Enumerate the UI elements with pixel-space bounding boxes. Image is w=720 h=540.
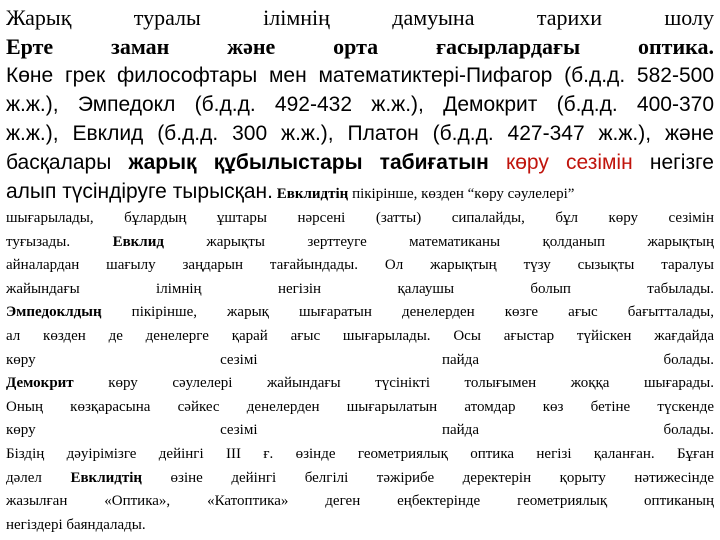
body-line-14: көру сезімі пайда болады. (6, 351, 714, 368)
body-line-12: Эмпедоклдың пікірінше, жарық шығаратын денелерден көзге ағыс бағытталады, (6, 304, 714, 321)
democritus-name: Демокрит (6, 375, 74, 392)
empedocles-name: Эмпедоклдың (6, 304, 102, 321)
intro-line-7: алып түсіндіруге тырысқан. Евклидтің пікірінше, көзден “көру сәулелері” (6, 180, 575, 203)
intro-line-5: ж.ж.), Евклид (б.д.д. 300 ж.ж.), Платон (б.д.д. 427-347 ж.ж.), және (6, 122, 714, 145)
heading-line-1: Жарық туралы ілімнің дамуына тарихи шолу (6, 5, 714, 30)
heading-line-2: Ерте заман және орта ғасырлардағы оптика. (6, 34, 714, 59)
body-line-10: айналардан шағылу заңдарын тағайындады. Ол жарықтың түзу сызықты таралуы (6, 257, 714, 274)
document-slide (6, 4, 714, 537)
body-line-21: негіздері баяндалады. (6, 516, 146, 533)
intro-emphasis: жарық құбылыстары табиғатын (128, 151, 489, 174)
body-line-17: көру сезімі пайда болады. (6, 422, 714, 439)
intro-line-6: басқалары жарық құбылыстары табиғатын көру сезімін негізге (6, 151, 714, 174)
body-line-9: туғызады. Евклид жарықты зерттеуге математиканы қолданып жарықтың (6, 233, 714, 250)
body-line-8: шығарылады, бұлардың ұштары нәрсені (затты) сипалайды, бұл көру сезімін (6, 210, 714, 226)
euclid-name: Евклид (112, 233, 164, 250)
euclid-name: Евклидтің (272, 186, 349, 202)
body-line-19: дәлел Евклидтің өзіне дейінгі белгілі тәжірибе деректерін қорыту нәтижесінде (6, 469, 714, 486)
body-line-13: ал көзден де денелерге қарай ағыс шығарылады. Осы ағыстар түйіскен жағдайда (6, 327, 714, 344)
body-line-15: Демокрит көру сәулелері жайындағы түсінікті толығымен жоққа шығарады. (6, 375, 714, 392)
body-line-11: жайындағы ілімнің негізін қалаушы болып табылады. (6, 280, 714, 297)
body-line-18: Біздің дәуірімізге дейінгі ІІІ ғ. өзінде геометриялық оптика негізі қаланған. Бұған (6, 445, 714, 462)
body-line-20: жазылған «Оптика», «Катоптика» деген еңбектерінде геометриялық оптиканың (6, 493, 714, 510)
intro-highlight: көру сезімін (488, 151, 633, 174)
intro-line-4: ж.ж.), Эмпедокл (б.д.д. 492-432 ж.ж.), Демокрит (б.д.д. 400-370 (6, 93, 714, 116)
intro-line-3: Көне грек философтары мен математиктері-Пифагор (б.д.д. 582-500 (6, 64, 714, 87)
body-line-16: Оның көзқарасына сәйкес денелерден шығарылатын атомдар көз бетіне түскенде (6, 398, 714, 415)
euclid-name: Евклидтің (70, 469, 143, 486)
